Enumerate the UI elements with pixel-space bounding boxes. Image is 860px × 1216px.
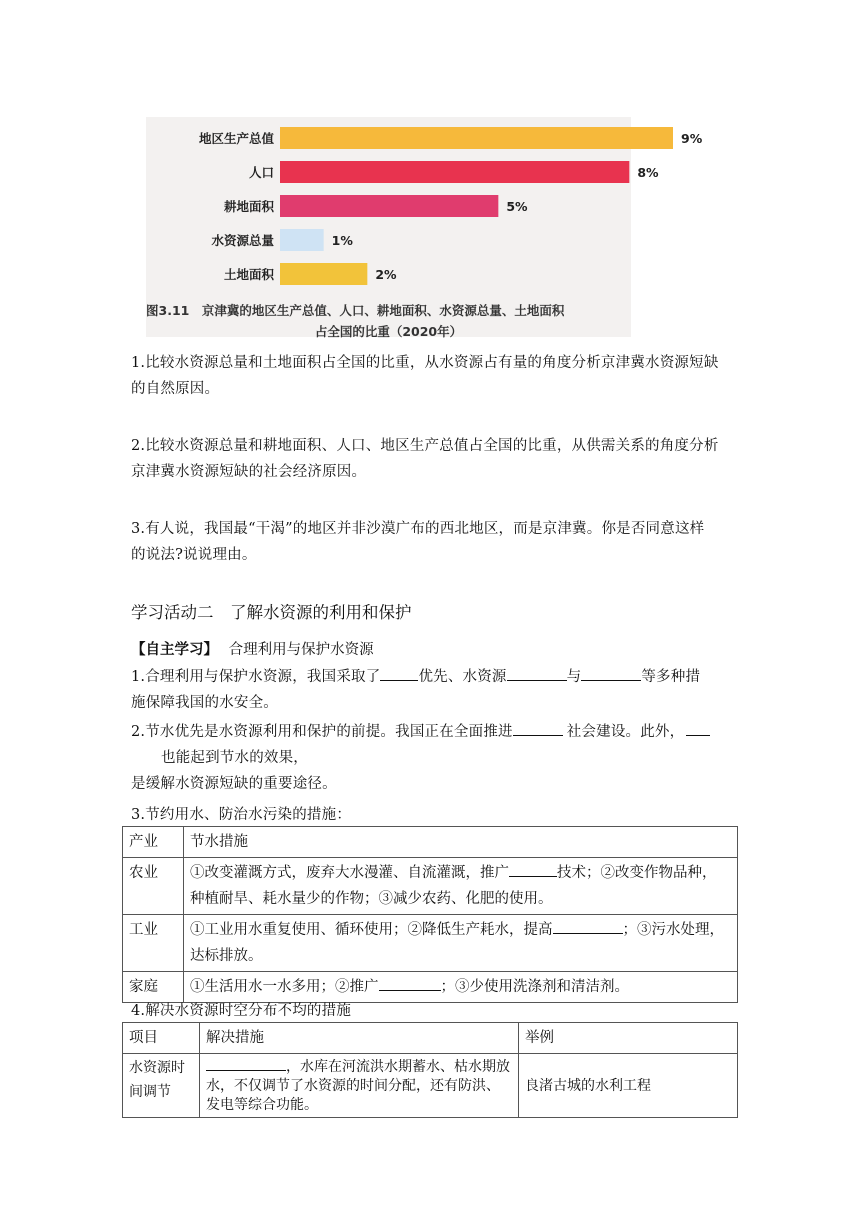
blank-field[interactable] <box>507 666 567 681</box>
blank-field[interactable] <box>581 666 641 681</box>
activity-title: 学习活动二 了解水资源的利用和保护 <box>131 603 412 622</box>
question-2-line1: 2.比较水资源总量和耕地面积、人口、地区生产总值占全国的比重，从供需关系的角度分析 <box>131 438 719 454</box>
subtitle-text: 合理利用与保护水资源 <box>228 642 374 658</box>
value-label: 8% <box>637 165 659 180</box>
bar <box>280 127 673 149</box>
question-3 <box>131 516 731 568</box>
item-2 <box>131 719 731 797</box>
table-row <box>123 858 738 915</box>
table-header-cell: 节水措施 <box>184 827 738 858</box>
item-3: 3.节约用水、防治水污染的措施： <box>131 807 352 823</box>
question-1-line1: 1.比较水资源总量和土地面积占全国的比重，从水资源占有量的角度分析京津冀水资源短缺 <box>131 355 719 371</box>
item-2-line2: 也能起到节水的效果， <box>161 750 308 766</box>
blank-field[interactable] <box>206 1056 286 1071</box>
table-header-cell: 项目 <box>123 1023 200 1054</box>
item-1 <box>131 664 731 716</box>
bar <box>280 263 367 285</box>
item-2-line3: 是缓解水资源短缺的重要途径。 <box>131 776 337 792</box>
row-example: 良渚古城的水利工程 <box>519 1054 738 1118</box>
question-1 <box>131 350 731 402</box>
bar <box>280 229 324 251</box>
question-2-line2: 京津冀水资源短缺的社会经济原因。 <box>131 464 367 480</box>
item-4: 4.解决水资源时空分布不均的措施 <box>131 1003 352 1019</box>
category-label: 土地面积 <box>223 267 274 282</box>
category-label: 水资源总量 <box>211 233 274 248</box>
blank-field[interactable] <box>380 666 418 681</box>
row-label-agriculture: 农业 <box>123 858 184 915</box>
row-label-time-regulation: 水资源时间调节 <box>123 1054 200 1118</box>
item-1-line2: 施保障我国的水安全。 <box>131 695 278 711</box>
subtitle-tag: 【自主学习】 <box>131 642 218 658</box>
row-measures-agriculture: ①改变灌溉方式，废弃大水漫灌、自流灌溉，推广 技术；②改变作物品种， 种植耐旱、耗水量少的作物；③减少农药、化肥的使用。 <box>184 858 738 915</box>
bar <box>280 161 629 183</box>
blank-field[interactable] <box>509 862 557 877</box>
row-measures-industry: ①工业用水重复使用、循环使用；②降低生产耗水，提高 ；③污水处理， 达标排放。 <box>184 915 738 972</box>
table-header-row <box>123 827 738 858</box>
category-label: 地区生产总值 <box>198 131 274 146</box>
bar-chart <box>146 117 703 297</box>
distribution-table <box>122 1022 738 1118</box>
value-label: 2% <box>375 267 397 282</box>
table-header-row <box>123 1023 738 1054</box>
question-3-line1: 3.有人说，我国最“干渴”的地区并非沙漠广布的西北地区，而是京津冀。你是否同意这样 <box>131 521 705 537</box>
water-saving-table <box>122 826 738 1003</box>
table-row <box>123 915 738 972</box>
question-2 <box>131 433 731 485</box>
table-header-cell: 举例 <box>519 1023 738 1054</box>
figure-caption-line2: 占全国的比重（2020年） <box>314 324 463 339</box>
figure-caption-line1: 图3.11 京津冀的地区生产总值、人口、耕地面积、水资源总量、土地面积 <box>146 303 565 318</box>
row-label-home: 家庭 <box>123 972 184 1003</box>
category-label: 人口 <box>248 165 274 180</box>
blank-field[interactable] <box>553 919 623 934</box>
row-label-industry: 工业 <box>123 915 184 972</box>
row-measure: ，水库在河流洪水期蓄水、枯水期放水，不仅调节了水资源的时间分配，还有防洪、发电等综合功能。 <box>200 1054 519 1118</box>
table-header-cell: 产业 <box>123 827 184 858</box>
item-2-line1: 2.节水优先是水资源利用和保护的前提。我国正在全面推进 社会建设。此外， <box>131 719 731 745</box>
blank-field[interactable] <box>379 976 441 991</box>
item-1-line1: 1.合理利用与保护水资源，我国采取了 优先、水资源 与 等多种措 <box>131 664 731 690</box>
blank-field[interactable] <box>686 721 710 736</box>
value-label: 1% <box>331 233 353 248</box>
table-row <box>123 1054 738 1118</box>
bar <box>280 195 498 217</box>
value-label: 5% <box>506 199 528 214</box>
blank-field[interactable] <box>513 721 563 736</box>
question-1-line2: 的自然原因。 <box>131 381 220 397</box>
activity-subtitle <box>131 638 374 659</box>
category-label: 耕地面积 <box>223 199 274 214</box>
value-label: 9% <box>681 131 703 146</box>
table-header-cell: 解决措施 <box>200 1023 519 1054</box>
question-3-line2: 的说法?说说理由。 <box>131 547 257 563</box>
row-measures-home: ①生活用水一水多用；②推广 ；③少使用洗涤剂和清洁剂。 <box>184 972 738 1003</box>
